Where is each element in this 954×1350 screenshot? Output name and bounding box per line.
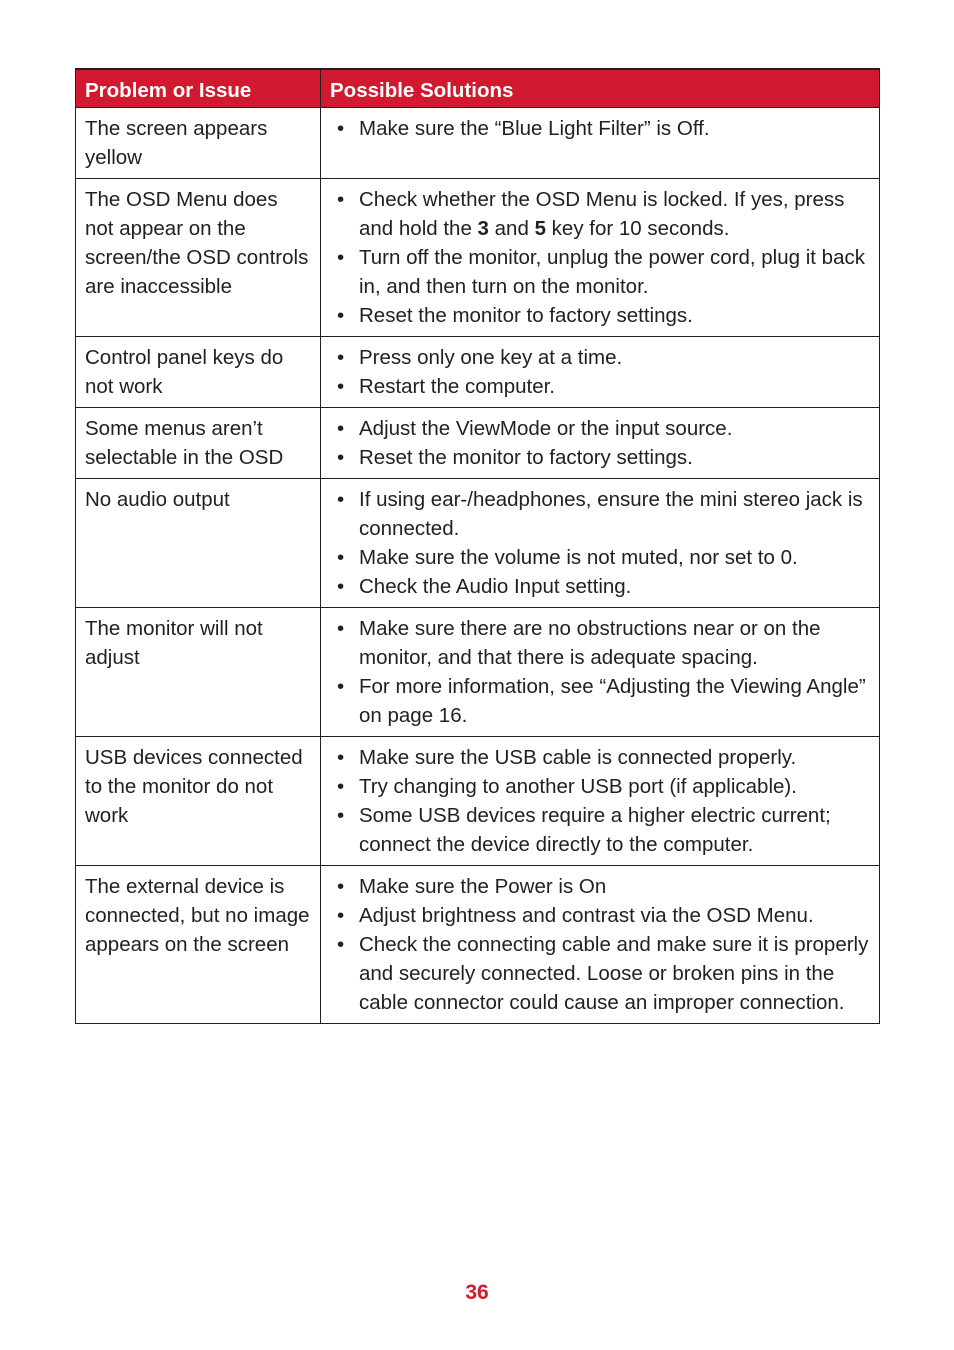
problem-cell: Control panel keys do not work — [76, 337, 321, 408]
problem-text: The OSD Menu does not appear on the screen/the OSD controls are inaccessible — [85, 188, 309, 298]
header-problem: Problem or Issue — [76, 69, 321, 108]
table-row — [76, 408, 880, 479]
problem-cell: The monitor will not adjust — [76, 608, 321, 737]
solutions-cell — [321, 179, 880, 337]
solution-item: • Make sure the Power is On — [337, 872, 869, 901]
solution-item: • Reset the monitor to factory settings. — [337, 301, 869, 330]
solution-item: • Check the connecting cable and make sure it is properly and securely connected. Loose or broken pins in the cable connector could cause an improper connection. — [337, 930, 869, 1017]
table-row — [76, 737, 880, 866]
solutions-cell — [321, 608, 880, 737]
solution-item: • Make sure the USB cable is connected properly. — [337, 743, 869, 772]
troubleshooting-table — [75, 68, 880, 1024]
table-row — [76, 866, 880, 1024]
solution-item: • Turn off the monitor, unplug the power cord, plug it back in, and then turn on the monitor. — [337, 243, 869, 301]
table-row — [76, 337, 880, 408]
solution-item: • For more information, see “Adjusting the Viewing Angle” on page 16. — [337, 672, 869, 730]
solution-item: • Check whether the OSD Menu is locked. If yes, press and hold the 3 and 5 key for 10 seconds. — [337, 185, 869, 243]
solutions-cell — [321, 408, 880, 479]
solution-item: • Check the Audio Input setting. — [337, 572, 869, 601]
solution-item: • Adjust brightness and contrast via the OSD Menu. — [337, 901, 869, 930]
solution-item: • Adjust the ViewMode or the input source. — [337, 414, 869, 443]
solution-item: • Reset the monitor to factory settings. — [337, 443, 869, 472]
table-row — [76, 608, 880, 737]
table-row — [76, 179, 880, 337]
table-row — [76, 479, 880, 608]
solution-item: • Some USB devices require a higher electric current; connect the device directly to the computer. — [337, 801, 869, 859]
table-header-row — [76, 69, 880, 108]
solutions-cell — [321, 479, 880, 608]
solutions-cell — [321, 337, 880, 408]
problem-cell: The screen appears yellow — [76, 108, 321, 179]
solutions-cell — [321, 866, 880, 1024]
problem-cell — [76, 179, 321, 337]
header-solutions: Possible Solutions — [321, 69, 880, 108]
problem-cell: USB devices connected to the monitor do not work — [76, 737, 321, 866]
solution-item: • Try changing to another USB port (if applicable). — [337, 772, 869, 801]
solution-item: • Make sure there are no obstructions near or on the monitor, and that there is adequate spacing. — [337, 614, 869, 672]
page-number: 36 — [465, 1281, 489, 1304]
solutions-cell — [321, 737, 880, 866]
problem-cell: No audio output — [76, 479, 321, 608]
solutions-cell — [321, 108, 880, 179]
problem-cell: Some menus aren’t selectable in the OSD — [76, 408, 321, 479]
problem-cell: The external device is connected, but no image appears on the screen — [76, 866, 321, 1024]
solution-item: • Make sure the “Blue Light Filter” is Off. — [337, 114, 869, 143]
table-row — [76, 108, 880, 179]
solution-item: • Restart the computer. — [337, 372, 869, 401]
solution-item: • Make sure the volume is not muted, nor set to 0. — [337, 543, 869, 572]
solution-item: • If using ear-/headphones, ensure the mini stereo jack is connected. — [337, 485, 869, 543]
solution-item: • Press only one key at a time. — [337, 343, 869, 372]
